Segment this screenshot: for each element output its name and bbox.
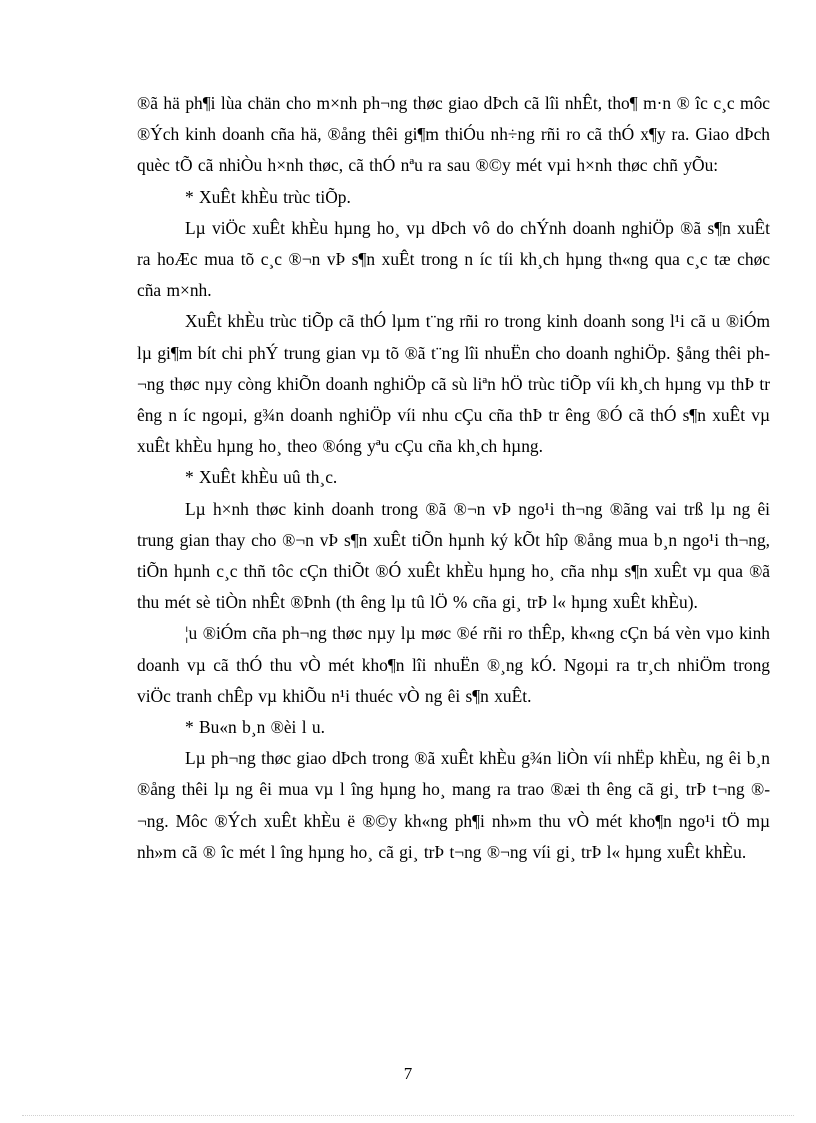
page-bottom-divider [22,1115,794,1116]
body-text [137,88,770,868]
heading-direct-export: * XuÊt khÈu trùc tiÕp. [185,186,351,207]
page-number: 7 [403,1064,413,1083]
paragraph-direct-export-advantages: XuÊt khÈu trùc tiÕp cã thÓ lµm t¨ng rñi ro trong kinh doanh song l¹i cã u ®iÓm lµ gi¶m bít chi phÝ trung gian vµ tõ ®ã t¨ng lîi nhuËn cho doanh nghiÖp. §ång thêi ph¬ng thøc nµy còng khiÕn doanh nghiÖp cã sù liªn hÖ trùc tiÕp víi kh¸ch hµng vµ thÞ tr êng n íc ngoµi, g¾n doanh nghiÖp víi nhu cÇu cña thÞ tr êng ®Ó cã thÓ s¶n xuÊt vµ xuÊt khÈu hµng ho¸ theo ®óng yªu cÇu cña kh¸ch hµng. [137,311,770,457]
heading-counter-trade: * Bu«n b¸n ®èi l u. [185,717,325,738]
heading-entrusted-export: * XuÊt khÈu uû th¸c. [185,467,338,488]
paragraph-entrusted-export-advantages: ¦u ®iÓm cña ph¬ng thøc nµy lµ møc ®é rñi ro thÊp, kh«ng cÇn bá vèn vµo kinh doanh vµ cã thÓ thu vÒ mét kho¶n lîi nhuËn ®¸ng kÓ. Ngoµi ra tr¸ch nhiÖm trong viÖc tranh chÊp vµ khiÕu n¹i thuéc vÒ ng êi s¶n xuÊt. [137,623,770,706]
paragraph-intro-continuation: ®ã hä ph¶i lùa chän cho m×nh ph¬ng thøc giao dÞch cã lîi nhÊt, tho¶ m·n ® îc c¸c môc ®Ých kinh doanh cña hä, ®ång thêi gi¶m thiÓu nh÷ng rñi ro cã thÓ x¶y ra. Giao dÞch quèc tÕ cã nhiÒu h×nh thøc, cã thÓ nªu ra sau ®©y mét vµi h×nh thøc chñ yÕu: [137,93,770,176]
paragraph-counter-trade-definition: Lµ ph¬ng thøc giao dÞch trong ®ã xuÊt khÈu g¾n liÒn víi nhËp khÈu, ng êi b¸n ®ång thêi lµ ng êi mua vµ l îng hµng ho¸ mang ra trao ®æi th êng cã gi¸ trÞ t¬ng ®¬ng. Môc ®Ých xuÊt khÈu ë ®©y kh«ng ph¶i nh»m thu vÒ mét kho¶n ngo¹i tÖ mµ nh»m cã ® îc mét l îng hµng ho¸ cã gi¸ trÞ t¬ng ®¬ng víi gi¸ trÞ l« hµng xuÊt khÈu. [137,748,770,862]
paragraph-entrusted-export-definition: Lµ h×nh thøc kinh doanh trong ®ã ®¬n vÞ ngo¹i th¬ng ®ãng vai trß lµ ng êi trung gian thay cho ®¬n vÞ s¶n xuÊt tiÕn hµnh ký kÕt hîp ®ång mua b¸n ngo¹i th¬ng, tiÕn hµnh c¸c thñ tôc cÇn thiÕt ®Ó xuÊt khÈu hµng ho¸ cña nhµ s¶n xuÊt vµ qua ®ã thu mét sè tiÒn nhÊt ®Þnh (th êng lµ tû lÖ % cña gi¸ trÞ l« hµng xuÊt khÈu). [137,498,770,613]
paragraph-direct-export-definition: Lµ viÖc xuÊt khÈu hµng ho¸ vµ dÞch vô do chÝnh doanh nghiÖp ®ã s¶n xuÊt ra hoÆc mua tõ c¸c ®¬n vÞ s¶n xuÊt trong n íc tíi kh¸ch hµng th«ng qua c¸c tæ chøc cña m×nh. [137,217,770,301]
